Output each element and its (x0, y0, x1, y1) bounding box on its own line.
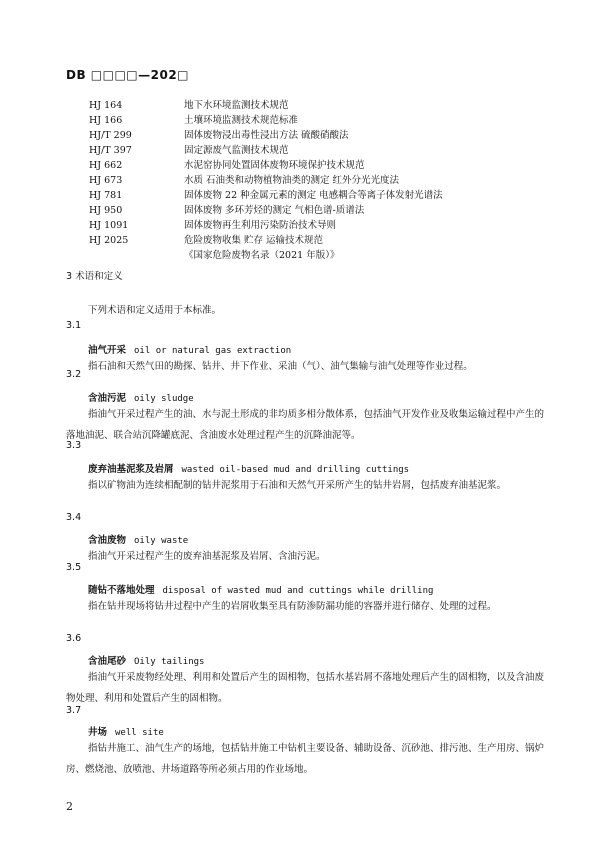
reference-title: 固体废物 22 种金属元素的测定 电感耦合等离子体发射光谱法 (184, 190, 443, 201)
reference-row (89, 143, 443, 158)
term-title (88, 390, 194, 404)
term-chinese: 含油污泥 (88, 393, 127, 404)
reference-row (89, 98, 443, 113)
reference-row (89, 218, 443, 233)
reference-code: HJ 2025 (89, 235, 129, 246)
term-chinese: 油气开采 (88, 345, 127, 356)
reference-code (89, 248, 184, 263)
reference-title: 固体废物再生利用污染防治技术导则 (184, 220, 337, 231)
reference-code: HJ 164 (89, 100, 123, 111)
term-definition: 指油气开采过程产生的废弃油基泥浆及岩屑、含油污泥。 (88, 551, 326, 562)
term-english: oily sludge (134, 394, 194, 404)
reference-code: HJ 166 (89, 115, 123, 126)
term-title (88, 582, 433, 596)
reference-title: 危险废物收集 贮存 运输技术规范 (184, 235, 324, 246)
term-number: 3.1 (66, 320, 82, 331)
term-chinese: 井场 (88, 727, 108, 738)
term-chinese: 废弃油基泥浆及岩屑 (88, 464, 174, 475)
reference-code: HJ 1091 (89, 220, 129, 231)
term-title (88, 653, 204, 667)
section-heading: 3 术语和定义 (66, 271, 123, 282)
term-english: Oily tailings (134, 657, 205, 667)
reference-title: 固体废物浸出毒性浸出方法 硫酸硝酸法 (184, 130, 349, 141)
reference-code: HJ 950 (89, 205, 123, 216)
term-definition: 指在钻井现场将钻井过程中产生的岩屑收集至具有防渗防漏功能的容器并进行储存、处理的过程。 (88, 601, 497, 612)
reference-row (89, 158, 443, 173)
reference-title: 水泥窑协同处置固体废物环境保护技术规范 (184, 160, 365, 171)
term-number: 3.2 (66, 369, 82, 380)
term-definition: 指油气开采废物经处理、利用和处置后产生的固相物，包括水基岩屑不落地处理后产生的固相物，以及含油废物处理、利用和处置后产生的固相物。 (66, 672, 545, 704)
reference-code: HJ/T 397 (89, 145, 132, 156)
reference-title: 固体废物 多环芳烃的测定 气相色谱-质谱法 (184, 205, 365, 216)
term-english: oily waste (134, 536, 189, 546)
term-number: 3.5 (66, 562, 82, 573)
term-english: oil or natural gas extraction (134, 346, 292, 356)
reference-list (89, 98, 443, 263)
page-number: 2 (66, 800, 73, 813)
document-code-header: DB □□□□—202□ (66, 68, 190, 82)
term-chinese: 含油废物 (88, 535, 127, 546)
reference-row (89, 173, 443, 188)
reference-title: 水质 石油类和动物植物油类的测定 红外分光光度法 (184, 175, 400, 186)
term-title (88, 461, 409, 475)
reference-row (89, 113, 443, 128)
term-title (88, 342, 291, 356)
reference-code: HJ 673 (89, 175, 123, 186)
reference-row (89, 203, 443, 218)
term-title (88, 724, 164, 738)
term-number: 3.4 (66, 512, 82, 523)
reference-code: HJ 662 (89, 160, 123, 171)
reference-row (89, 233, 443, 248)
reference-code: HJ 781 (89, 190, 123, 201)
reference-title: 《国家危险废物名录（2021 年版）》 (184, 250, 340, 261)
term-definition: 指以矿物油为连续相配制的钻井泥浆用于石油和天然气开采所产生的钻井岩屑，包括废弃油基泥浆。 (88, 480, 507, 491)
term-definition: 指钻井施工、油气生产的场地，包括钻井施工中钻机主要设备、辅助设备、沉砂池、排污池、生产用房、锅炉房、燃烧池、放喷池、井场道路等所必须占用的作业场地。 (66, 743, 545, 775)
term-number: 3.7 (66, 705, 82, 716)
reference-row (89, 128, 443, 143)
reference-row (89, 188, 443, 203)
term-definition: 指油气开采过程产生的油、水与泥土形成的非均质多相分散体系，包括油气开发作业及收集运输过程中产生的落地油泥、联合站沉降罐底泥、含油废水处理过程产生的沉降油泥等。 (66, 409, 545, 441)
term-chinese: 含油尾砂 (88, 656, 127, 667)
reference-row (89, 248, 443, 263)
reference-title: 土壤环境监测技术规范标准 (184, 115, 299, 126)
term-english: well site (115, 728, 164, 738)
term-english: disposal of wasted mud and cuttings while drilling (162, 586, 434, 596)
term-number: 3.6 (66, 633, 82, 644)
term-definition: 指石油和天然气田的勘探、钻井、井下作业、采油（气）、油气集输与油气处理等作业过程。 (88, 361, 473, 372)
reference-title: 地下水环境监测技术规范 (184, 100, 289, 111)
section-intro: 下列术语和定义适用于本标准。 (88, 305, 222, 316)
term-title (88, 532, 188, 546)
term-number: 3.3 (66, 440, 82, 451)
reference-code: HJ/T 299 (89, 130, 132, 141)
term-english: wasted oil-based mud and drilling cuttings (181, 465, 410, 475)
reference-title: 固定源废气监测技术规范 (184, 145, 289, 156)
term-chinese: 随钻不落地处理 (88, 585, 155, 596)
